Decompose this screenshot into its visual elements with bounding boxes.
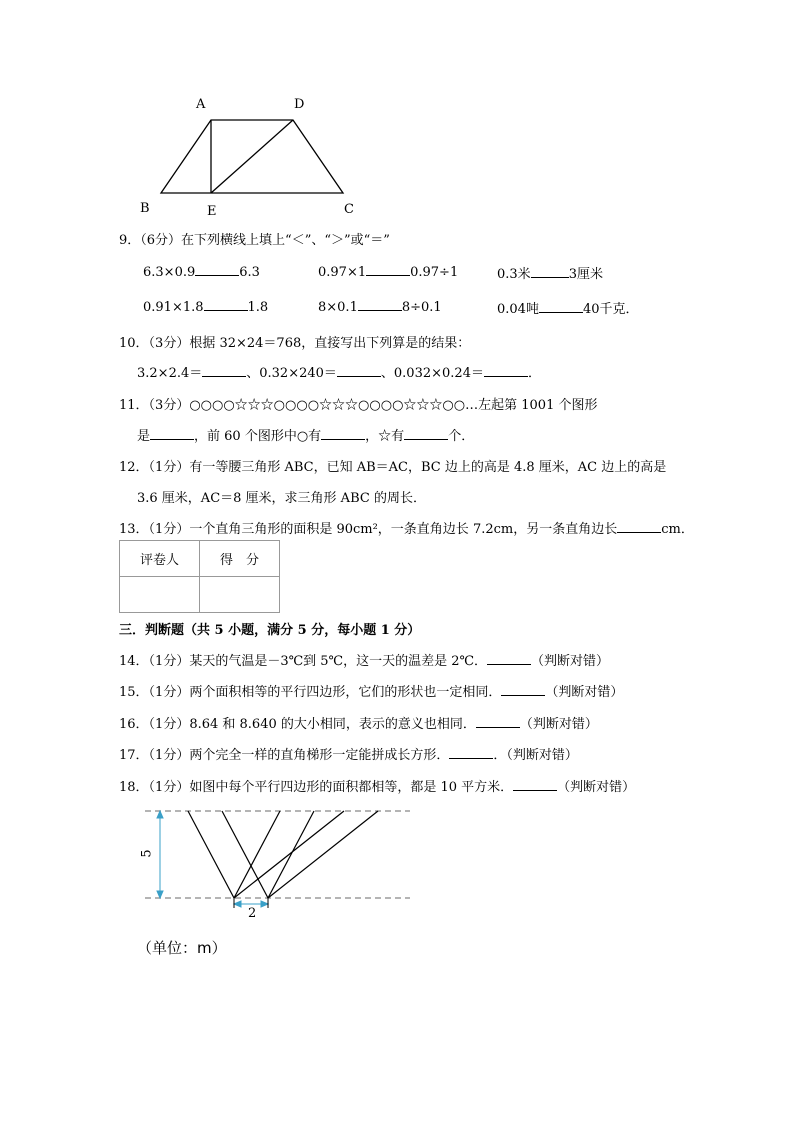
q9-row2-a: [143, 298, 268, 315]
q18-line: [119, 776, 635, 795]
base-label: 2: [248, 906, 257, 921]
q10-title: 10．（3分）根据 32×24＝768，直接写出下列算是的结果：: [119, 336, 471, 351]
q11-part3: ，☆有: [365, 429, 405, 444]
q10-part2: 、0.32×240＝: [246, 366, 337, 381]
answer-blank[interactable]: [202, 364, 246, 377]
q17-suffix: ．（判断对错）: [493, 748, 578, 763]
grader-header: 评卷人: [120, 541, 200, 577]
q10-answers: [137, 362, 541, 381]
answer-blank[interactable]: [513, 778, 557, 791]
q9-row1-c: [497, 263, 603, 282]
q12-line2: 3.6 厘米，AC＝8 厘米，求三角形 ABC 的周长．: [137, 491, 426, 506]
q13-line: [119, 518, 694, 537]
q11-title: 11．（3分）○○○○☆☆☆○○○○☆☆☆○○○○☆☆☆○○…左起第 1001 个图形: [119, 398, 598, 413]
edge-6: [268, 811, 378, 898]
vertex-e-label: E: [207, 204, 217, 219]
answer-blank[interactable]: [539, 300, 583, 313]
answer-blank[interactable]: [501, 683, 545, 696]
q13-part2: cm．: [661, 522, 694, 537]
q9-r2-b-left: 8×0.1: [318, 300, 358, 315]
answer-blank[interactable]: [195, 263, 239, 276]
q15-suffix: （判断对错）: [545, 685, 624, 700]
answer-blank[interactable]: [404, 427, 448, 440]
q9-r2-c-left: 0.04吨: [497, 302, 539, 317]
q9-r2-a-right: 1.8: [247, 300, 269, 315]
section3-title: 三．判断题（共 5 小题，满分 5 分，每小题 1 分）: [119, 623, 421, 638]
q9-r1-a-left: 6.3×0.9: [143, 265, 196, 280]
answer-blank[interactable]: [204, 298, 248, 311]
q11-answers: [137, 425, 474, 444]
q9-r2-a-left: 0.91×1.8: [143, 300, 204, 315]
q9-title: 9．（6分）在下列横线上填上“＜”、“＞”或“＝”: [119, 233, 390, 248]
q11-part1: 是: [137, 429, 151, 444]
answer-blank[interactable]: [531, 265, 569, 278]
edge-4: [268, 811, 314, 898]
q9-r1-a-right: 6.3: [239, 265, 260, 280]
q10-part3: 、0.032×0.24＝: [380, 366, 484, 381]
q16-line: [119, 713, 598, 732]
q11-part4: 个．: [448, 429, 475, 444]
q14-suffix: （判断对错）: [531, 654, 610, 669]
q16-text: 16．（1分）8.64 和 8.640 的大小相同，表示的意义也相同．: [119, 717, 476, 732]
q9-row2-c: [497, 298, 639, 317]
q9-r1-b-right: 0.97÷1: [410, 265, 459, 280]
parallelogram-figure: [140, 800, 420, 925]
edge-2: [222, 811, 268, 898]
answer-blank[interactable]: [484, 364, 528, 377]
q9-row2-b: [318, 298, 442, 315]
grader-cell[interactable]: [120, 577, 200, 613]
vertex-b-label: B: [140, 201, 150, 216]
base-arrow-left: [234, 901, 241, 907]
answer-blank[interactable]: [617, 520, 661, 533]
q15-text: 15．（1分）两个面积相等的平行四边形，它们的形状也一定相同．: [119, 685, 502, 700]
diagonal-ed: [211, 120, 293, 193]
q18-text: 18．（1分）如图中每个平行四边形的面积都相等，都是 10 平方米．: [119, 780, 514, 795]
unit-label: （单位：m）: [137, 939, 227, 957]
answer-blank[interactable]: [366, 263, 410, 276]
answer-blank[interactable]: [487, 652, 531, 665]
height-label: 5: [139, 849, 155, 858]
base-arrow-right: [261, 901, 268, 907]
q9-r2-c-right: 40千克．: [582, 302, 639, 317]
height-arrow-bottom: [157, 891, 163, 898]
answer-blank[interactable]: [358, 298, 402, 311]
score-cell[interactable]: [200, 577, 280, 613]
q10-part4: ．: [527, 366, 541, 381]
q9-r1-c-right: 3厘米: [568, 267, 603, 282]
answer-blank[interactable]: [150, 427, 194, 440]
q10-part1: 3.2×2.4＝: [137, 366, 203, 381]
q9-r1-c-left: 0.3米: [497, 267, 531, 282]
trapezoid-figure: [130, 90, 370, 220]
score-header: 得 分: [200, 541, 280, 577]
edge-3: [234, 811, 280, 898]
vertex-d-label: D: [294, 97, 305, 112]
q17-text: 17．（1分）两个完全一样的直角梯形一定能拼成长方形．: [119, 748, 450, 763]
q11-part2: ，前 60 个图形中○有: [194, 429, 322, 444]
q12-line1: 12．（1分）有一等腰三角形 ABC，已知 AB＝AC，BC 边上的高是 4.8 厘米，AC 边上的高是: [119, 460, 667, 475]
q13-part1: 13．（1分）一个直角三角形的面积是 90cm²，一条直角边长 7.2cm，另一条直角边长: [119, 522, 618, 537]
q9-row1-a: [143, 263, 260, 280]
q9-r2-b-right: 8÷0.1: [401, 300, 442, 315]
q9-r1-b-left: 0.97×1: [318, 265, 367, 280]
score-table: [119, 540, 280, 613]
answer-blank[interactable]: [449, 746, 493, 759]
vertex-a-label: A: [196, 97, 206, 112]
q17-line: [119, 744, 578, 763]
height-arrow-top: [157, 811, 163, 818]
q16-suffix: （判断对错）: [519, 717, 598, 732]
answer-blank[interactable]: [321, 427, 365, 440]
q14-line: [119, 650, 609, 669]
vertex-c-label: C: [344, 202, 354, 217]
q18-suffix: （判断对错）: [557, 780, 636, 795]
answer-blank[interactable]: [337, 364, 381, 377]
q15-line: [119, 681, 623, 700]
answer-blank[interactable]: [476, 715, 520, 728]
q14-text: 14．（1分）某天的气温是－3℃到 5℃，这一天的温差是 2℃．: [119, 654, 488, 669]
edge-1: [188, 811, 234, 898]
edge-5: [234, 811, 344, 898]
q9-row1-b: [318, 263, 458, 280]
